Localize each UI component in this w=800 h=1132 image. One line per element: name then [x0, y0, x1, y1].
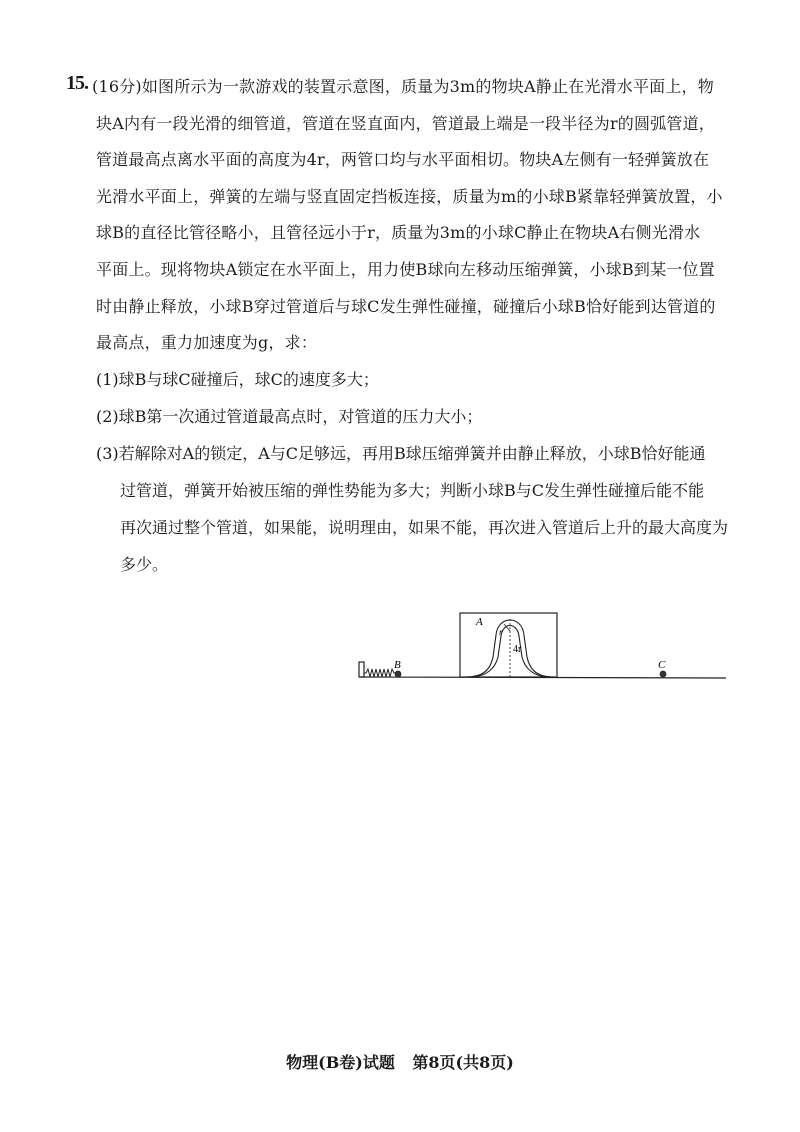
footer-subject: 物理(B卷)试题: [286, 1053, 395, 1072]
sub-question-3-line-2: 过管道，弹簧开始被压缩的弹性势能为多大；判断小球B与C发生弹性碰撞后能不能: [120, 481, 705, 500]
page-footer: [0, 1050, 800, 1073]
sub-question-2: (2)球B第一次通过管道最高点时，对管道的压力大小；: [96, 407, 483, 426]
wall-plate: [359, 662, 364, 677]
question-line-5: 球B的直径比管径略小，且管径远小于r，质量为3m的小球C静止在物块A右侧光滑水: [96, 223, 701, 242]
question-line-6: 平面上。现将物块A锁定在水平面上，用力使B球向左移动压缩弹簧，小球B到某一位置: [96, 260, 715, 279]
sub-question-3-line-4: 多少。: [120, 555, 169, 574]
block-a: [460, 613, 557, 677]
sub-question-3-line-3: 再次通过整个管道，如果能，说明理由，如果不能，再次进入管道后上升的最大高度为: [120, 518, 729, 537]
spring: [364, 669, 396, 677]
ball-b: [395, 671, 401, 677]
question-line-7: 时由静止释放，小球B穿过管道后与球C发生弹性碰撞，碰撞后小球B恰好能到达管道的: [96, 297, 716, 316]
apparatus-diagram: [350, 605, 730, 695]
label-r: r: [499, 627, 503, 637]
label-a: A: [476, 616, 483, 628]
question-number: 15.: [66, 72, 88, 94]
question-line-1: (16分)如图所示为一款游戏的装置示意图，质量为3m的物块A静止在光滑水平面上，物: [92, 77, 714, 96]
sub-question-1: (1)球B与球C碰撞后，球C的速度多大；: [96, 370, 379, 389]
footer-page-number: 第8页(共8页): [412, 1053, 514, 1072]
sub-question-3-line-1: (3)若解除对A的锁定，A与C足够远，再用B球压缩弹簧并由静止释放，小球B恰好能通: [96, 444, 706, 463]
question-line-8: 最高点，重力加速度为g，求：: [96, 333, 318, 352]
label-c: C: [658, 659, 666, 671]
question-line-3: 管道最高点离水平面的高度为4r，两管口均与水平面相切。物块A左侧有一轻弹簧放在: [96, 150, 710, 169]
ball-c: [660, 671, 666, 677]
label-b: B: [394, 659, 401, 671]
question-line-4: 光滑水平面上，弹簧的左端与竖直固定挡板连接，质量为m的小球B紧靠轻弹簧放置，小: [96, 187, 723, 206]
label-4r: 4r: [513, 644, 522, 655]
question-line-2: 块A内有一段光滑的细管道，管道在竖直面内，管道最上端是一段半径为r的圆弧管道，: [96, 114, 716, 133]
